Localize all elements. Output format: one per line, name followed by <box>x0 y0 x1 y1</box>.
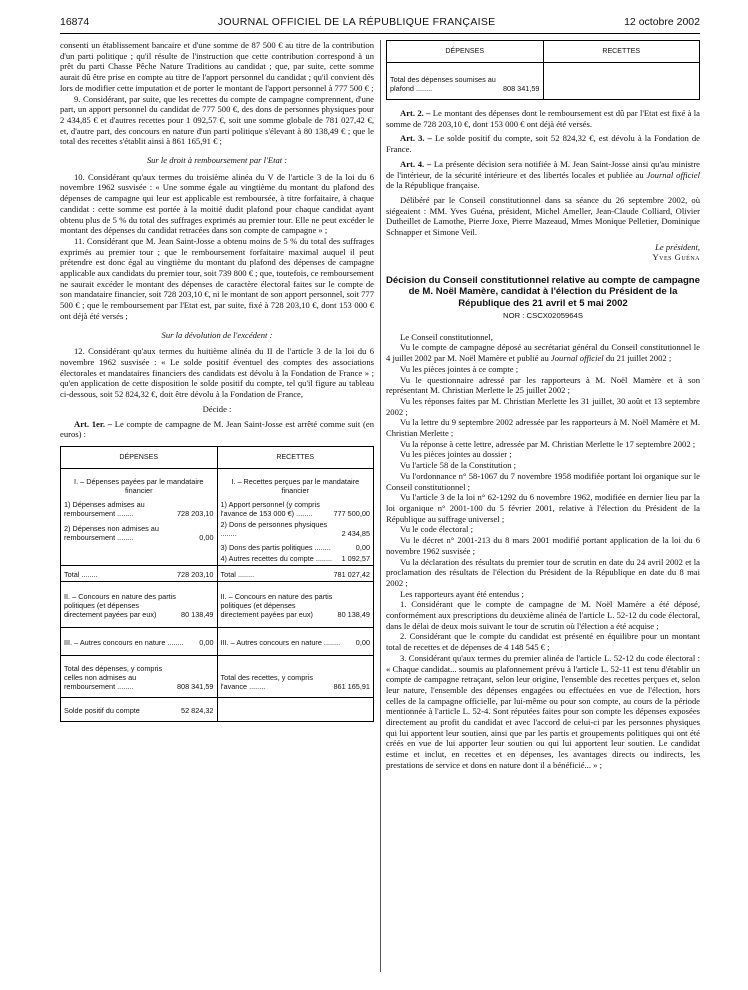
table-row <box>61 468 374 565</box>
right-column <box>386 40 700 771</box>
article-2: Art. 2. – Le montant des dépenses dont le remboursement est dû par l'Etat est fixé à la somme de 728 203,10 €, dont 153 000 € ont déjà été versés. <box>386 108 700 129</box>
subheading-remboursement: Sur le droit à remboursement par l'Etat : <box>146 155 288 166</box>
visa-9: Vu l'ordonnance n° 58-1067 du 7 novembre 1958 modifiée portant loi organique sur le Conseil constitutionnel ; <box>386 470 700 492</box>
table-line: 2) Dépenses non admises au remboursement ..... 0,00 <box>64 524 214 542</box>
table-row <box>61 697 374 721</box>
visa-10: Vu l'article 3 de la loi n° 62-1292 du 6 novembre 1962, modifiée en dernier lieu par la loi organique n° 2001-100 du 5 février 2001, relative à l'élection du Président de la République au suffrage universel ; <box>386 492 700 524</box>
table-line: II. – Concours en nature des partis politiques (et dépenses directement payées par eux) 80 138,49 <box>220 591 370 619</box>
visa-14: Les rapporteurs ayant été entendus ; <box>400 588 524 599</box>
table-row <box>61 581 374 627</box>
table-row <box>61 627 374 655</box>
header-rule <box>60 33 700 34</box>
article-4: Art. 4. – La présente décision sera notifiée à M. Jean Saint-Josse ainsi qu'au ministre de l'intérieur, de la sécurité intérieure et des libertés locales et publiée au Journal officiel de la République française. <box>386 158 701 191</box>
column-header-recettes: RECETTES <box>543 41 700 63</box>
table-line: Total des dépenses soumises au plafond ..... 808 341,59 <box>390 75 540 93</box>
section-heading: I. – Recettes perçues par le mandataire financier <box>231 476 360 495</box>
considerant-1: 1. Considérant que le compte de campagne de M. Noël Mamère a été déposé, conformément aux prescriptions du deuxième alinéa de l'article L. 52-12 du code électoral, dans le délai de deux mois suivant le tour de scrutin où l'élection a été acquise ; <box>386 599 700 631</box>
visa-2: Vu les pièces jointes à ce compte ; <box>400 363 519 374</box>
decide-label: Décide : <box>202 403 232 414</box>
section-heading: I. – Dépenses payées par le mandataire financier <box>74 476 204 495</box>
article-1 <box>60 419 374 440</box>
table-line: 4) Autres recettes du compte ..... 1 092,57 <box>221 554 371 563</box>
table-line: 1) Apport personnel (y compris l'avance de 153 000 €) ..... 777 500,00 <box>221 500 371 518</box>
table-line: III. – Autres concours en nature ..... 0,00 <box>64 632 214 653</box>
considerant-2: 2. Considérant que le compte du candidat est présenté en équilibre pour un montant total de recettes et de dépenses de 4 148 545 € ; <box>386 631 700 653</box>
deliberation: Délibéré par le Conseil constitutionnel dans sa séance du 26 septembre 2002, où siégeaient : MM. Yves Guéna, président, Michel Ameller, Jean-Claude Colliard, Olivier Dutheillet de Lamothe, Pierre Joxe, Pierre Mazeaud, Mmes Monique Pelletier, Dominique Schnapper et Simone Veil. <box>386 194 700 238</box>
column-header-depenses: DÉPENSES <box>61 446 218 468</box>
visa-4: Vu les réponses faites par M. Christian Merlette les 31 juillet, 30 août et 13 septembre 2002 ; <box>386 395 700 417</box>
page-number: 16874 <box>60 16 90 28</box>
campaign-account-table-continued <box>386 40 700 100</box>
decision-title: Décision du Conseil constitutionnel relative au compte de campagne de M. Noël Mamère, candidat à l'élection du Président de la République des 21 avril et 5 mai 2002 <box>386 275 700 309</box>
visa-6: Vu la réponse à cette lettre, adressée par M. Christian Merlette le 17 septembre 2002 ; <box>400 438 696 449</box>
article-1-text: Le compte de campagne de M. Jean Saint-Josse est arrêté comme suit (en euros) : <box>60 418 374 440</box>
article-3: Art. 3. – Le solde positif du compte, soit 52 824,32 €, est dévolu à la Fondation de France. <box>386 133 700 155</box>
visa-11: Vu le code électoral ; <box>400 524 473 535</box>
issue-date: 12 octobre 2002 <box>624 16 700 28</box>
paragraph-9: 9. Considérant, par suite, que les recettes du compte de campagne comprennent, d'une part, un apport personnel du candidat de 777 500 €, des dons de personnes physiques pour 2 434,85 € et d'autres recettes pour 1 092,57 €, soit une somme globale de 781 027,42 €, et, d'autre part, des concours en nature d'un parti politique s'élevant à 80 138,49 € ; que le total des recettes s'établit ainsi à 861 165,91 € ; <box>60 93 374 147</box>
table-line: Solde positif du compte 52 824,32 <box>64 705 214 715</box>
article-1-label: Art. 1er. – <box>74 418 113 429</box>
signature-role: Le président, <box>655 241 700 252</box>
table-line: Total des recettes, y compris l'avance ..... 861 165,91 <box>221 669 371 695</box>
paragraph-10: 10. Considérant qu'aux termes du troisième alinéa du V de l'article 3 de la loi du 6 novembre 1962 susvisée : « Une somme égale au vingtième du montant du plafond des dépenses de campagne qui leur est applicable est remboursée, à titre forfaitaire, à chaque candidat : cette somme est portée à la moitié dudit plafond pour chaque candidat ayant obtenu plus de 5 % du total des suffrages exprimés au premier tour. Elle ne peut excéder le montant des dépenses du candidat retracées dans son compte de campagne » ; <box>60 171 374 236</box>
journal-title: JOURNAL OFFICIEL DE LA RÉPUBLIQUE FRANÇAISE <box>217 16 496 28</box>
column-divider <box>380 40 381 972</box>
table-row <box>387 63 700 100</box>
visa-1: Vu le compte de campagne déposé au secrétariat général du Conseil constitutionnel le 4 juillet 2002 par M. Noël Mamère et publié au Journal officiel du 21 juillet 2002 ; <box>386 342 700 364</box>
table-line: Total ..... 781 027,42 <box>221 570 371 579</box>
nor-reference: NOR : CSCX0205964S <box>503 311 583 321</box>
table-line: Total ..... 728 203,10 <box>64 570 214 579</box>
paragraph-11: 11. Considérant que M. Jean Saint-Josse a obtenu moins de 5 % du total des suffrages exprimés au premier tour ; que le remboursement forfaitaire maximal auquel il peut prétendre est donc égal au vingtième du montant du plafond des dépenses de campagne applicable aux candidats du premier tour, soit 739 800 € ; que, toutefois, ce remboursement ne saurait excéder le montant des dépenses de caractère électoral faites sur le compte de son mandataire financier, soit 728 203,10 €, ni le montant de son apport personnel, soit 777 500 € ; que le remboursement par l'Etat est, par suite, fixé à 728 203,10 €, dont 153 000 € ont déjà été versés ; <box>60 235 374 321</box>
column-header-depenses: DÉPENSES <box>387 41 544 63</box>
visa-8: Vu l'article 58 de la Constitution ; <box>400 460 517 471</box>
table-line: Total des dépenses, y compris celles non admises au remboursement ..... 808 341,59 <box>64 660 214 695</box>
considerant-3: 3. Considérant qu'aux termes du premier alinéa de l'article L. 52-12 du code électoral : « Chaque candidat... soumis au plafonnement prévu à l'article L. 52-11 est tenu d'établir un compte de campagne retraçant, selon leur origine, l'ensemble des recettes perçues et, selon leur nature, l'ensemble des dépenses engagées ou effectuées en vue de l'élection, hors celles de la campagne officielle, par lui-même ou pour son compte, au cours de la période mentionnée à l'article L. 52-4. Sont réputées faites pour son compte les dépenses exposées directement au profit du candidat et avec l'accord de celui-ci par les personnes physiques qui lui apportent leur soutien, ainsi que par les partis et groupements politiques qui ont été créés en vue de lui apporter leur soutien ou qui lui apportent leur soutien. Le candidat estime et inclut, en recettes et en dépenses, les avantages directs ou indirects, les prestations de service et dons en nature dont il a bénéficié... » ; <box>386 652 700 770</box>
subheading-devolution: Sur la dévolution de l'excédent : <box>161 329 273 340</box>
table-line: 3) Dons des partis politiques ..... 0,00 <box>221 543 371 552</box>
visa-12: Vu le décret n° 2001-213 du 8 mars 2001 modifié portant application de la loi du 6 novembre 1962 susvisée ; <box>386 535 700 556</box>
table-row <box>61 565 374 581</box>
visa-13: Vu la déclaration des résultats du premier tour de scrutin en date du 24 avril 2002 et la proclamation des résultats de l'élection du Président de la République en date du 8 mai 2002 ; <box>386 556 700 588</box>
table-line: 2) Dons de personnes physiques ..... 2 434,85 <box>221 520 371 538</box>
visa-7: Vu les pièces jointes au dossier ; <box>400 449 512 460</box>
table-line: 1) Dépenses admises au remboursement ..... 728 203,10 <box>64 500 214 518</box>
table-row <box>61 655 374 697</box>
paragraph-12: 12. Considérant qu'aux termes du huitième alinéa du II de l'article 3 de la loi du 6 novembre 1962 susvisée : « Le solde positif éventuel des comptes des associations électorales et mandataires financiers des candidats est dévolu à la Fondation de France » ; qu'en application de cette disposition le solde positif du compte, tel qu'il figure au tableau ci-dessous, soit 52 824,32 €, doit être dévolu à la Fondation de France, <box>60 346 374 400</box>
campaign-account-table <box>60 446 374 722</box>
column-header-recettes: RECETTES <box>217 446 374 468</box>
council-line: Le Conseil constitutionnel, <box>400 331 493 342</box>
table-line: II. – Concours en nature des partis politiques (et dépenses directement payées par eux) 80 138,49 <box>64 591 214 619</box>
page-header <box>60 12 700 32</box>
visa-3: Vu le questionnaire adressé par les rapporteurs à M. Noël Mamère et à son représentant M. Christian Merlette le 25 juillet 2002 ; <box>386 374 700 396</box>
signature-name: Yves Guéna <box>652 252 700 263</box>
left-column <box>60 40 374 722</box>
paragraph-intro: consenti un établissement bancaire et d'une somme de 87 500 € au titre de la contribution d'un parti politique ; qu'il résulte de l'instruction que cette contribution correspond à un prêt du parti Chasse Pêche Nature Traditions au candidat ; que, par suite, cette somme aurait dû être prise en compte au titre de l'apport personnel du candidat ; qu'il convient dès lors de modifier cette imputation et de porter le montant de l'apport personnel à 777 500 € ; <box>60 40 374 93</box>
table-line: III. – Autres concours en nature ..... 0,00 <box>221 632 371 653</box>
visa-5: Vu la lettre du 9 septembre 2002 adressée par les rapporteurs à M. Noël Mamère et M. Christian Merlette ; <box>386 417 700 439</box>
